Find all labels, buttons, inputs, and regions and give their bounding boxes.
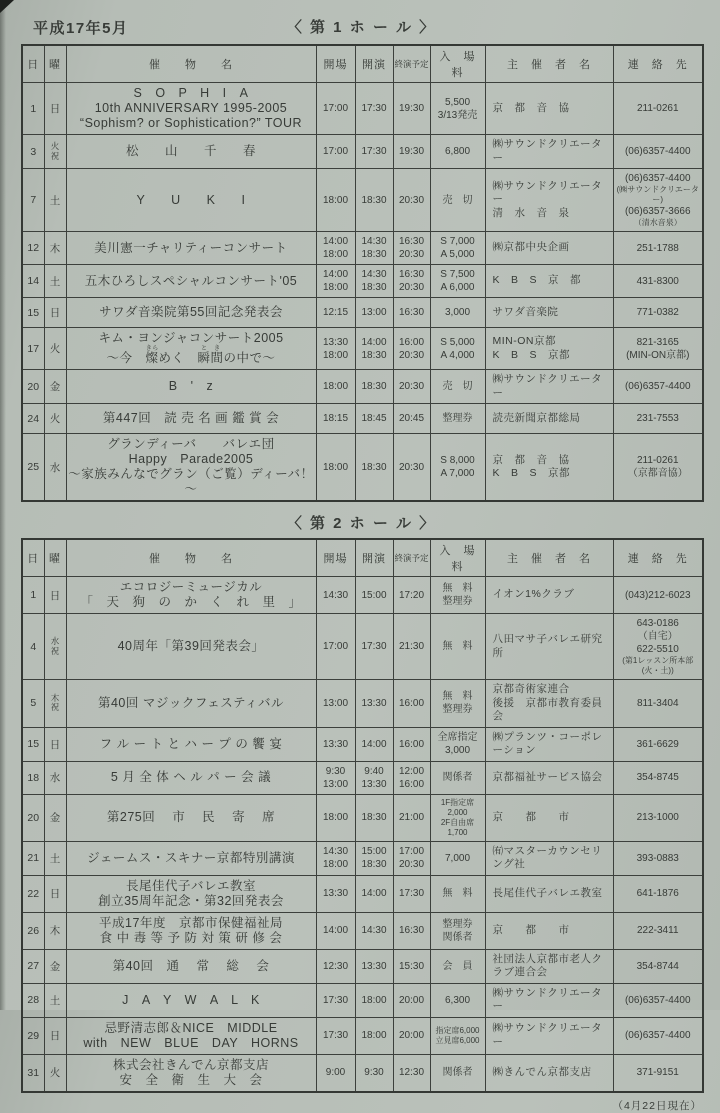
- hall1-header-row: [22, 45, 703, 83]
- organizer-cell: サワダ音楽院: [485, 298, 613, 328]
- end-time-cell: 17:20: [393, 577, 430, 614]
- day-cell: 18: [22, 761, 44, 794]
- weekday-cell: 日: [44, 1017, 66, 1054]
- start-time-cell: 15:00: [355, 577, 393, 614]
- col-header-organizer: 主 催 者 名: [485, 45, 613, 83]
- event-name-cell: 五木ひろしスペシャルコンサート'05: [66, 265, 316, 298]
- day-cell: 3: [22, 135, 44, 169]
- start-time-cell: 9:40 13:30: [355, 761, 393, 794]
- start-time-cell: 18:30: [355, 370, 393, 404]
- event-name-cell: ジェームス・スキナー京都特別講演: [66, 841, 316, 875]
- contact-cell: 354-8745: [613, 761, 703, 794]
- table-row: [22, 875, 703, 912]
- organizer-cell: イオン1%クラブ: [485, 577, 613, 614]
- doors-open-cell: 17:00: [316, 614, 355, 680]
- contact-cell: (043)212-6023: [613, 577, 703, 614]
- hall2-schedule-table: [21, 538, 704, 1093]
- end-time-cell: 16:30: [393, 912, 430, 949]
- weekday-cell: 日: [44, 875, 66, 912]
- event-name-cell: フ ル ー ト と ハ ー プ の 饗 宴: [66, 727, 316, 761]
- hall1-title: 〈 第 1 ホ ー ル 〉: [286, 19, 437, 36]
- contact-cell: (06)6357-4400: [613, 1017, 703, 1054]
- day-cell: 20: [22, 370, 44, 404]
- day-cell: 21: [22, 841, 44, 875]
- admission-cell: 指定席6,000 立見席6,000: [430, 1017, 485, 1054]
- doors-open-cell: 17:00: [316, 83, 355, 135]
- end-time-cell: 16:00: [393, 727, 430, 761]
- weekday-cell: 水: [44, 434, 66, 502]
- admission-cell: 3,000: [430, 298, 485, 328]
- organizer-cell: ㈱サウンドクリエーター: [485, 370, 613, 404]
- event-name-cell: Y U K I: [66, 169, 316, 232]
- table-row: [22, 761, 703, 794]
- col-header-contact: 連 絡 先: [613, 45, 703, 83]
- table-row: [22, 404, 703, 434]
- hall1-schedule-table: [21, 44, 704, 502]
- organizer-cell: 京 都 市: [485, 794, 613, 841]
- admission-cell: 売 切: [430, 169, 485, 232]
- table-row: [22, 265, 703, 298]
- event-name-cell: 第275回 市 民 寄 席: [66, 794, 316, 841]
- hall2-header-row: [22, 539, 703, 577]
- weekday-cell: 日: [44, 577, 66, 614]
- start-time-cell: 13:00: [355, 298, 393, 328]
- day-cell: 12: [22, 232, 44, 265]
- day-cell: 20: [22, 794, 44, 841]
- admission-cell: 整理券 関係者: [430, 912, 485, 949]
- hall2-rows: [22, 577, 703, 1092]
- event-name-cell: 長尾佳代子バレエ教室 創立35周年記念・第32回発表会: [66, 875, 316, 912]
- event-name-cell: サワダ音楽院第55回記念発表会: [66, 298, 316, 328]
- table-row: [22, 912, 703, 949]
- scan-edge-left: [0, 0, 6, 1010]
- doors-open-cell: 13:30: [316, 875, 355, 912]
- doors-open-cell: 14:00: [316, 912, 355, 949]
- event-name-cell: 第40回 マジックフェスティバル: [66, 680, 316, 728]
- event-name-cell: 5 月 全 体 ヘ ル パ ー 会 議: [66, 761, 316, 794]
- col-header-admission: 入 場 料: [430, 539, 485, 577]
- table-row: [22, 1017, 703, 1054]
- day-cell: 29: [22, 1017, 44, 1054]
- doors-open-cell: 18:00: [316, 794, 355, 841]
- hall2-title: 〈 第 2 ホ ー ル 〉: [286, 515, 437, 532]
- end-time-cell: 12:00 16:00: [393, 761, 430, 794]
- weekday-cell: 土: [44, 983, 66, 1017]
- organizer-cell: ㈱サウンドクリエーター: [485, 1017, 613, 1054]
- contact-cell: 222-3411: [613, 912, 703, 949]
- admission-cell: S 7,000 A 5,000: [430, 232, 485, 265]
- era-date-label: 平成17年5月: [33, 20, 129, 37]
- scan-corner-top-left: [0, 0, 14, 13]
- doors-open-cell: 12:15: [316, 298, 355, 328]
- end-time-cell: 16:30: [393, 298, 430, 328]
- col-header-weekday: 曜: [44, 539, 66, 577]
- day-cell: 26: [22, 912, 44, 949]
- end-time-cell: 20:45: [393, 404, 430, 434]
- admission-cell: 関係者: [430, 1054, 485, 1092]
- admission-cell: S 8,000 A 7,000: [430, 434, 485, 502]
- organizer-cell: ㈱きんでん京都支店: [485, 1054, 613, 1092]
- start-time-cell: 17:30: [355, 614, 393, 680]
- day-cell: 15: [22, 727, 44, 761]
- end-time-cell: 16:30 20:30: [393, 232, 430, 265]
- contact-cell: 361-6629: [613, 727, 703, 761]
- doors-open-cell: 13:30 18:00: [316, 328, 355, 370]
- start-time-cell: 15:00 18:30: [355, 841, 393, 875]
- admission-cell: 会 員: [430, 949, 485, 983]
- end-time-cell: 20:30: [393, 370, 430, 404]
- doors-open-cell: 14:30: [316, 577, 355, 614]
- weekday-cell: 水 祝: [44, 614, 66, 680]
- weekday-cell: 木: [44, 232, 66, 265]
- doors-open-cell: 17:30: [316, 983, 355, 1017]
- organizer-cell: 社団法人京都市老人クラブ連合会: [485, 949, 613, 983]
- end-time-cell: 15:30: [393, 949, 430, 983]
- organizer-cell: ㈱サウンドクリエーター: [485, 135, 613, 169]
- day-cell: 15: [22, 298, 44, 328]
- organizer-cell: ㈲マスターカウンセリング社: [485, 841, 613, 875]
- contact-cell: (06)6357-4400: [613, 135, 703, 169]
- table-row: [22, 841, 703, 875]
- start-time-cell: 14:30 18:30: [355, 232, 393, 265]
- col-header-organizer: 主 催 者 名: [485, 539, 613, 577]
- day-cell: 31: [22, 1054, 44, 1092]
- col-header-end-planned: 終演予定: [393, 539, 430, 577]
- admission-cell: 無 料 整理券: [430, 577, 485, 614]
- doors-open-cell: 18:00: [316, 434, 355, 502]
- event-name-cell: 松 山 千 春: [66, 135, 316, 169]
- event-name-cell: 忌野清志郎＆NICE MIDDLE with NEW BLUE DAY HORNS: [66, 1017, 316, 1054]
- col-header-start: 開演: [355, 539, 393, 577]
- table-row: [22, 680, 703, 728]
- weekday-cell: 日: [44, 727, 66, 761]
- col-header-contact: 連 絡 先: [613, 539, 703, 577]
- doors-open-cell: 14:30 18:00: [316, 841, 355, 875]
- weekday-cell: 土: [44, 841, 66, 875]
- end-time-cell: 21:30: [393, 614, 430, 680]
- col-header-doors-open: 開場: [316, 45, 355, 83]
- end-time-cell: 21:00: [393, 794, 430, 841]
- table-row: [22, 794, 703, 841]
- day-cell: 27: [22, 949, 44, 983]
- organizer-cell: 長尾佳代子バレエ教室: [485, 875, 613, 912]
- day-cell: 4: [22, 614, 44, 680]
- event-name-cell: B ' z: [66, 370, 316, 404]
- start-time-cell: 13:30: [355, 949, 393, 983]
- start-time-cell: 18:30: [355, 169, 393, 232]
- organizer-cell: ㈱京都中央企画: [485, 232, 613, 265]
- contact-cell: 213-1000: [613, 794, 703, 841]
- admission-cell: S 7,500 A 6,000: [430, 265, 485, 298]
- col-header-doors-open: 開場: [316, 539, 355, 577]
- contact-cell: 231-7553: [613, 404, 703, 434]
- weekday-cell: 木 祝: [44, 680, 66, 728]
- organizer-cell: ㈱サウンドクリエーター 清 水 音 泉: [485, 169, 613, 232]
- table-row: [22, 949, 703, 983]
- admission-cell: 売 切: [430, 370, 485, 404]
- admission-cell: 全席指定 3,000: [430, 727, 485, 761]
- weekday-cell: 土: [44, 265, 66, 298]
- day-cell: 17: [22, 328, 44, 370]
- end-time-cell: 20:30: [393, 434, 430, 502]
- event-name-cell: キム・ヨンジャコンサート2005 ～今 燦きらめく 瞬間ときの中で～: [66, 328, 316, 370]
- table-row: [22, 983, 703, 1017]
- contact-cell: (06)6357-4400: [613, 983, 703, 1017]
- doors-open-cell: 9:30 13:00: [316, 761, 355, 794]
- event-name-cell: 第40回 通 常 総 会: [66, 949, 316, 983]
- organizer-cell: 京都福祉サービス協会: [485, 761, 613, 794]
- event-name-cell: グランディーバ バレエ団 Happy Parade2005 ～家族みんなでグラン（ご覧）ディーバ！～: [66, 434, 316, 502]
- admission-cell: 無 料: [430, 875, 485, 912]
- organizer-cell: ㈱プランツ・コーポレーション: [485, 727, 613, 761]
- doors-open-cell: 14:00 18:00: [316, 232, 355, 265]
- day-cell: 1: [22, 577, 44, 614]
- table-row: [22, 232, 703, 265]
- end-time-cell: 16:00: [393, 680, 430, 728]
- organizer-cell: 京 都 市: [485, 912, 613, 949]
- organizer-cell: 京都奇術家連合 後援 京都市教育委員会: [485, 680, 613, 728]
- admission-cell: 無 料: [430, 614, 485, 680]
- day-cell: 24: [22, 404, 44, 434]
- start-time-cell: 14:00 18:30: [355, 328, 393, 370]
- day-cell: 25: [22, 434, 44, 502]
- start-time-cell: 13:30: [355, 680, 393, 728]
- start-time-cell: 14:00: [355, 727, 393, 761]
- admission-cell: 関係者: [430, 761, 485, 794]
- table-row: [22, 434, 703, 502]
- weekday-cell: 土: [44, 169, 66, 232]
- start-time-cell: 18:45: [355, 404, 393, 434]
- end-time-cell: 19:30: [393, 135, 430, 169]
- admission-cell: 5,500 3/13発売: [430, 83, 485, 135]
- day-cell: 7: [22, 169, 44, 232]
- hall1-rows: [22, 83, 703, 502]
- weekday-cell: 火: [44, 404, 66, 434]
- end-time-cell: 17:30: [393, 875, 430, 912]
- organizer-cell: 京 都 音 協: [485, 83, 613, 135]
- doors-open-cell: 17:30: [316, 1017, 355, 1054]
- end-time-cell: 12:30: [393, 1054, 430, 1092]
- contact-cell: 643-0186 （自宅） 622-5510 (第1レッスン所本部(火・土)): [613, 614, 703, 680]
- table-row: [22, 83, 703, 135]
- end-time-cell: 17:00 20:30: [393, 841, 430, 875]
- contact-cell: (06)6357-4400 (㈱サウンドクリエーター) (06)6357-3666 （清水音泉）: [613, 169, 703, 232]
- event-name-cell: 第447回 読 売 名 画 鑑 賞 会: [66, 404, 316, 434]
- contact-cell: (06)6357-4400: [613, 370, 703, 404]
- weekday-cell: 火: [44, 328, 66, 370]
- day-cell: 28: [22, 983, 44, 1017]
- contact-cell: 211-0261 （京都音協）: [613, 434, 703, 502]
- contact-cell: 641-1876: [613, 875, 703, 912]
- organizer-cell: 京 都 音 協 K B S 京都: [485, 434, 613, 502]
- col-header-end-planned: 終演予定: [393, 45, 430, 83]
- weekday-cell: 木: [44, 912, 66, 949]
- start-time-cell: 14:30: [355, 912, 393, 949]
- event-name-cell: エコロジーミュージカル 「 天 狗 の か く れ 里 」: [66, 577, 316, 614]
- table-row: [22, 577, 703, 614]
- admission-cell: 無 料 整理券: [430, 680, 485, 728]
- start-time-cell: 17:30: [355, 83, 393, 135]
- weekday-cell: 火 祝: [44, 135, 66, 169]
- admission-cell: 6,800: [430, 135, 485, 169]
- end-time-cell: 20:00: [393, 983, 430, 1017]
- contact-cell: 211-0261: [613, 83, 703, 135]
- weekday-cell: 金: [44, 370, 66, 404]
- start-time-cell: 18:00: [355, 983, 393, 1017]
- contact-cell: 251-1788: [613, 232, 703, 265]
- contact-cell: 371-9151: [613, 1054, 703, 1092]
- weekday-cell: 水: [44, 761, 66, 794]
- start-time-cell: 18:30: [355, 794, 393, 841]
- table-row: [22, 1054, 703, 1092]
- event-name-cell: 美川憲一チャリティーコンサート: [66, 232, 316, 265]
- weekday-cell: 火: [44, 1054, 66, 1092]
- table-row: [22, 328, 703, 370]
- day-cell: 14: [22, 265, 44, 298]
- contact-cell: 811-3404: [613, 680, 703, 728]
- doors-open-cell: 13:30: [316, 727, 355, 761]
- table-row: [22, 169, 703, 232]
- table-row: [22, 370, 703, 404]
- end-time-cell: 16:30 20:30: [393, 265, 430, 298]
- organizer-cell: ㈱サウンドクリエーター: [485, 983, 613, 1017]
- table-row: [22, 135, 703, 169]
- col-header-start: 開演: [355, 45, 393, 83]
- col-header-event: 催 物 名: [66, 45, 316, 83]
- contact-cell: 354-8744: [613, 949, 703, 983]
- end-time-cell: 16:00 20:30: [393, 328, 430, 370]
- admission-cell: S 5,000 A 4,000: [430, 328, 485, 370]
- day-cell: 1: [22, 83, 44, 135]
- event-name-cell: 40周年「第39回発表会」: [66, 614, 316, 680]
- doors-open-cell: 18:15: [316, 404, 355, 434]
- event-name-cell: S O P H I A 10th ANNIVERSARY 1995-2005 “Sophism? or Sophistication?” TOUR: [66, 83, 316, 135]
- weekday-cell: 日: [44, 83, 66, 135]
- day-cell: 5: [22, 680, 44, 728]
- col-header-weekday: 曜: [44, 45, 66, 83]
- col-header-day: 日: [22, 45, 44, 83]
- end-time-cell: 19:30: [393, 83, 430, 135]
- col-header-day: 日: [22, 539, 44, 577]
- start-time-cell: 18:30: [355, 434, 393, 502]
- weekday-cell: 金: [44, 794, 66, 841]
- event-name-cell: J A Y W A L K: [66, 983, 316, 1017]
- table-row: [22, 727, 703, 761]
- contact-cell: 393-0883: [613, 841, 703, 875]
- admission-cell: 1F指定席2,000 2F自由席1,700: [430, 794, 485, 841]
- table-row: [22, 614, 703, 680]
- organizer-cell: 八田マサ子バレエ研究所: [485, 614, 613, 680]
- organizer-cell: 読売新聞京都総局: [485, 404, 613, 434]
- page-header: [21, 16, 702, 38]
- day-cell: 22: [22, 875, 44, 912]
- contact-cell: 431-8300: [613, 265, 703, 298]
- event-name-cell: 平成17年度 京都市保健福祉局 食 中 毒 等 予 防 対 策 研 修 会: [66, 912, 316, 949]
- doors-open-cell: 18:00: [316, 169, 355, 232]
- organizer-cell: MIN-ON京都 K B S 京都: [485, 328, 613, 370]
- event-name-cell: 株式会社きんでん京都支店 安 全 衛 生 大 会: [66, 1054, 316, 1092]
- col-header-event: 催 物 名: [66, 539, 316, 577]
- end-time-cell: 20:30: [393, 169, 430, 232]
- admission-cell: 6,300: [430, 983, 485, 1017]
- table-row: [22, 298, 703, 328]
- admission-cell: 整理券: [430, 404, 485, 434]
- weekday-cell: 金: [44, 949, 66, 983]
- start-time-cell: 17:30: [355, 135, 393, 169]
- doors-open-cell: 12:30: [316, 949, 355, 983]
- start-time-cell: 14:30 18:30: [355, 265, 393, 298]
- contact-cell: 821-3165 (MIN-ON京都): [613, 328, 703, 370]
- col-header-admission: 入 場 料: [430, 45, 485, 83]
- doors-open-cell: 13:00: [316, 680, 355, 728]
- end-time-cell: 20:00: [393, 1017, 430, 1054]
- doors-open-cell: 17:00: [316, 135, 355, 169]
- weekday-cell: 日: [44, 298, 66, 328]
- start-time-cell: 9:30: [355, 1054, 393, 1092]
- as-of-date-note: （4月22日現在）: [612, 1099, 702, 1112]
- organizer-cell: K B S 京 都: [485, 265, 613, 298]
- contact-cell: 771-0382: [613, 298, 703, 328]
- start-time-cell: 18:00: [355, 1017, 393, 1054]
- doors-open-cell: 18:00: [316, 370, 355, 404]
- doors-open-cell: 14:00 18:00: [316, 265, 355, 298]
- doors-open-cell: 9:00: [316, 1054, 355, 1092]
- start-time-cell: 14:00: [355, 875, 393, 912]
- admission-cell: 7,000: [430, 841, 485, 875]
